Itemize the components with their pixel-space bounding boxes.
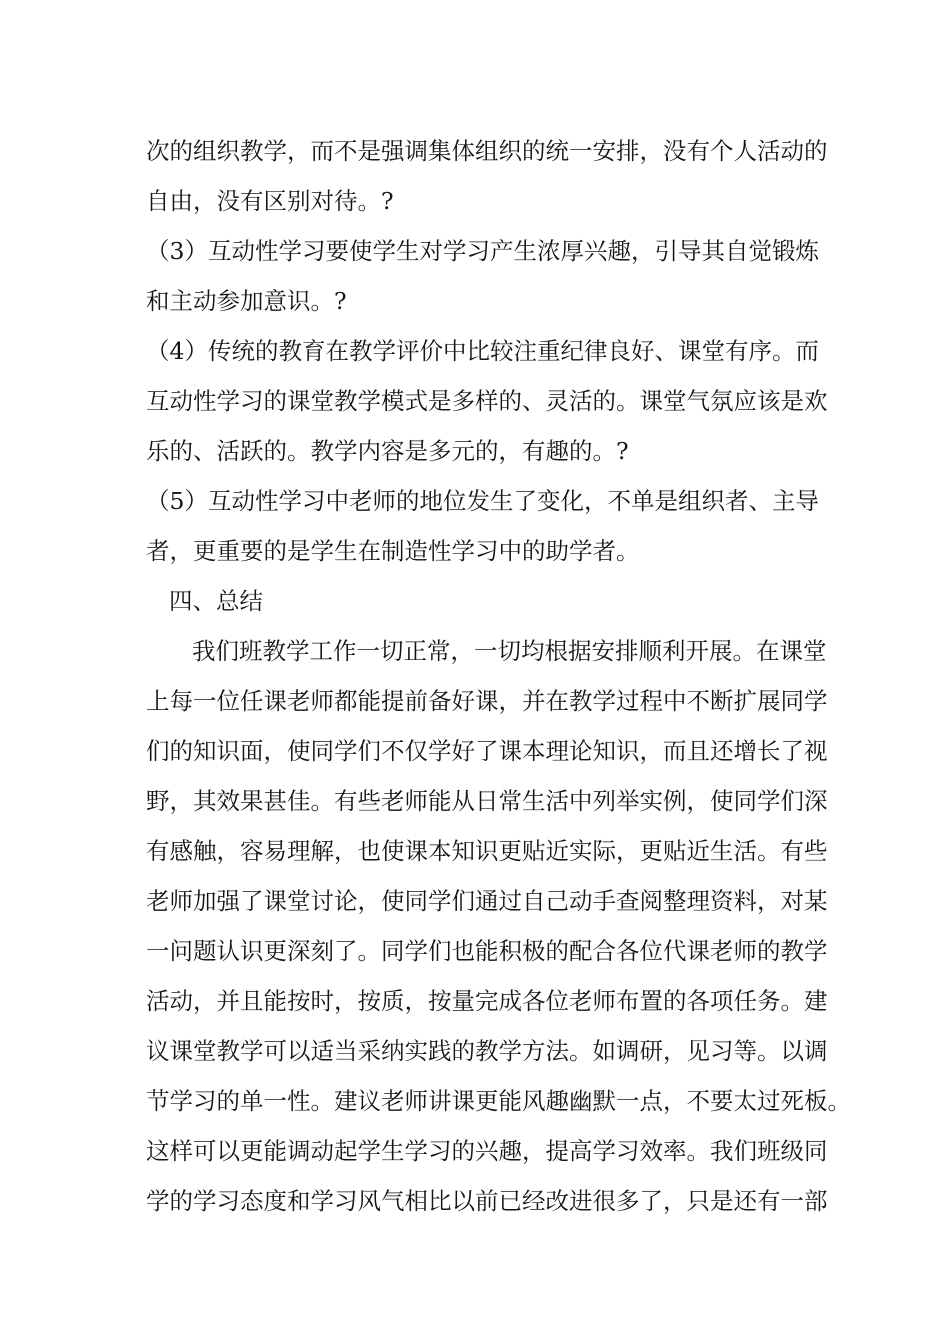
text-line: 自由，没有区别对待。?	[146, 187, 394, 215]
text-line: 次的组织教学，而不是强调集体组织的统一安排，没有个人活动的	[146, 137, 828, 165]
text-line: 乐的、活跃的。教学内容是多元的，有趣的。?	[146, 437, 629, 465]
text-line: 有感触，容易理解，也使课本知识更贴近实际，更贴近生活。有些	[146, 837, 828, 865]
text-line: 这样可以更能调动起学生学习的兴趣，提高学习效率。我们班级同	[146, 1137, 828, 1165]
text-line: 学的学习态度和学习风气相比以前已经改进很多了，只是还有一部	[146, 1187, 828, 1215]
text-line: 节学习的单一性。建议老师讲课更能风趣幽默一点，不要太过死板。	[146, 1087, 851, 1115]
text-line: 和主动参加意识。?	[146, 287, 347, 315]
text-line: 一问题认识更深刻了。同学们也能积极的配合各位代课老师的教学	[146, 937, 828, 965]
text-line: 议课堂教学可以适当采纳实践的教学方法。如调研，见习等。以调	[146, 1037, 828, 1065]
text-line: 互动性学习的课堂教学模式是多样的、灵活的。课堂气氛应该是欢	[146, 387, 828, 415]
text-line: 活动，并且能按时，按质，按量完成各位老师布置的各项任务。建	[146, 987, 828, 1015]
text-line: 者，更重要的是学生在制造性学习中的助学者。	[146, 537, 640, 565]
section-heading: 四、总结	[169, 587, 263, 615]
text-line: 我们班教学工作一切正常，一切均根据安排顺利开展。在课堂	[192, 637, 827, 665]
text-line: （4）传统的教育在教学评价中比较注重纪律良好、课堂有序。而	[146, 337, 819, 365]
text-line: （3）互动性学习要使学生对学习产生浓厚兴趣，引导其自觉锻炼	[146, 237, 819, 265]
text-line: （5）互动性学习中老师的地位发生了变化，不单是组织者、主导	[146, 487, 819, 515]
text-line: 上每一位任课老师都能提前备好课，并在教学过程中不断扩展同学	[146, 687, 828, 715]
text-line: 老师加强了课堂讨论，使同学们通过自己动手查阅整理资料，对某	[146, 887, 828, 915]
text-line: 野，其效果甚佳。有些老师能从日常生活中列举实例，使同学们深	[146, 787, 828, 815]
text-line: 们的知识面，使同学们不仅学好了课本理论知识，而且还增长了视	[146, 737, 828, 765]
